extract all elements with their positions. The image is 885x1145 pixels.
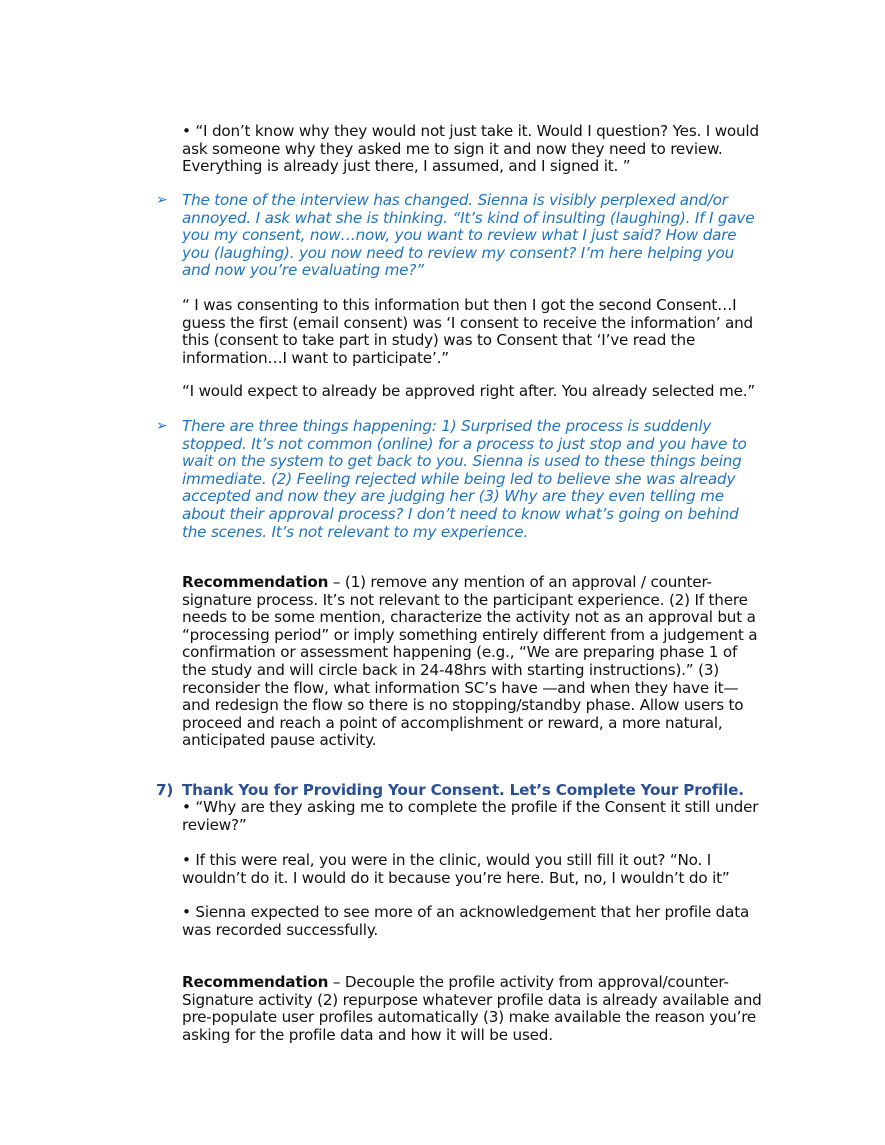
- section-heading: Thank You for Providing Your Consent. Let’s Complete Your Profile.: [182, 781, 744, 799]
- participant-quote: • “Why are they asking me to complete the profile if the Consent it still under review?”: [182, 798, 759, 834]
- arrow-bullet-icon: ➢: [156, 192, 168, 208]
- recommendation-text: – Decouple the profile activity from approval/counter-Signature activity (2) repurpose whatever profile data is already available and pre-populate user profiles automatically (3) make available the reason you’re asking for the profile data and how it will be used.: [182, 973, 762, 1044]
- recommendation-label: Recommendation: [182, 573, 329, 591]
- section-number: 7): [156, 781, 174, 799]
- researcher-note: The tone of the interview has changed. Sienna is visibly perplexed and/or annoyed. I ask what she is thinking. “It’s kind of insulting (laughing). If I gave you my consent, now…now, you want to review what I just said? How dare you (laughing). you now need to review my consent? I’m here helping you and now you’re evaluating me?”: [182, 191, 755, 280]
- recommendation-label: Recommendation: [182, 973, 329, 991]
- participant-quote: “I would expect to already be approved right after. You already selected me.”: [182, 382, 756, 400]
- observation-bullet: • Sienna expected to see more of an acknowledgement that her profile data was recorded successfully.: [182, 903, 759, 939]
- recommendation-paragraph: [182, 574, 762, 750]
- participant-quote: • “I don’t know why they would not just take it. Would I question? Yes. I would ask someone why they asked me to sign it and now they need to review. Everything is already just there, I assumed, and I signed it. ”: [182, 122, 759, 176]
- recommendation-text: – (1) remove any mention of an approval / counter-signature process. It’s not relevant to the participant experience. (2) If there needs to be some mention, characterize the activity not as an approval but a “processing period” or imply something entirely different from a judgement a confirmation or assessment happening (e.g., “We are preparing phase 1 of the study and will circle back in 24-48hrs with starting instructions).” (3) reconsider the flow, what information SC’s have —and when they have it—and redesign the flow so there is no stopping/standby phase. Allow users to proceed and reach a point of accomplishment or reward, a more natural, anticipated pause activity.: [182, 573, 758, 750]
- arrow-bullet-icon: ➢: [156, 418, 168, 434]
- participant-quote: “ I was consenting to this information but then I got the second Consent…I guess the first (email consent) was ‘I consent to receive the information’ and this (consent to take part in study) was to Consent that ‘I’ve read the information…I want to participate’.”: [182, 296, 753, 367]
- researcher-note: There are three things happening: 1) Surprised the process is suddenly stopped. It’s not common (online) for a process to just stop and you have to wait on the system to get back to you. Sienna is used to these things being immediate. (2) Feeling rejected while being led to believe she was already accepted and now they are judging her (3) Why are they even telling me about their approval process? I don’t need to know what’s going on behind the scenes. It’s not relevant to my experience.: [182, 417, 747, 541]
- recommendation-paragraph: [182, 974, 762, 1044]
- participant-quote: • If this were real, you were in the clinic, would you still fill it out? “No. I wouldn’t do it. I would do it because you’re here. But, no, I wouldn’t do it”: [182, 851, 730, 887]
